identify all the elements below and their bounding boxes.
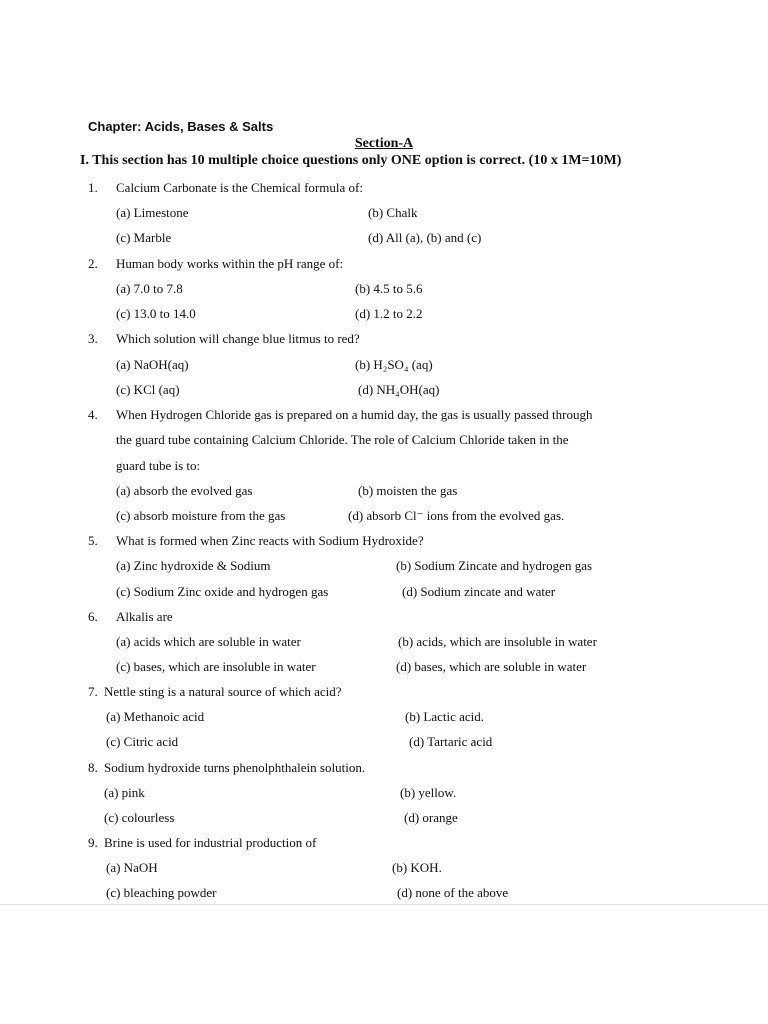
option-b: (b) H₂SO₄ (aq)	[355, 357, 433, 372]
option-c: (c) colourless	[104, 810, 175, 825]
question-text: Which solution will change blue litmus to red?	[116, 331, 360, 346]
option-a: (a) NaOH(aq)	[116, 357, 189, 372]
option-a: (a) 7.0 to 7.8	[116, 281, 183, 296]
option-c: (c) KCl (aq)	[116, 382, 180, 397]
option-c: (c) Sodium Zinc oxide and hydrogen gas	[116, 584, 329, 599]
question-text-line: guard tube is to:	[116, 458, 201, 473]
option-a: (a) acids which are soluble in water	[116, 634, 301, 649]
option-c: (c) bases, which are insoluble in water	[116, 659, 316, 674]
option-a: (a) NaOH	[106, 860, 158, 875]
question-number: 4.	[88, 407, 98, 422]
question-text: Calcium Carbonate is the Chemical formula of:	[116, 180, 363, 195]
page-divider	[0, 904, 768, 905]
option-b: (b) moisten the gas	[358, 483, 458, 498]
question-number: 5.	[88, 533, 98, 548]
question-number: 6.	[88, 609, 98, 624]
option-a: (a) pink	[104, 785, 145, 800]
question-text: Human body works within the pH range of:	[116, 256, 344, 271]
section-title: Section-A	[354, 136, 414, 151]
option-d: (d) All (a), (b) and (c)	[368, 230, 482, 245]
question-text: Nettle sting is a natural source of which acid?	[104, 684, 342, 699]
question-number: 1.	[88, 180, 98, 195]
question-text: Sodium hydroxide turns phenolphthalein solution.	[104, 760, 366, 775]
option-b: (b) yellow.	[400, 785, 457, 800]
option-d: (d) Tartaric acid	[409, 734, 493, 749]
option-a: (a) Methanoic acid	[106, 709, 205, 724]
question-number: 8.	[88, 760, 98, 775]
question-text: What is formed when Zinc reacts with Sodium Hydroxide?	[116, 533, 424, 548]
option-c: (c) absorb moisture from the gas	[116, 508, 286, 523]
option-a: (a) Zinc hydroxide & Sodium	[116, 558, 271, 573]
question-number: 9.	[88, 835, 98, 850]
option-a: (a) absorb the evolved gas	[116, 483, 253, 498]
option-d: (d) none of the above	[397, 885, 509, 900]
option-b: (b) KOH.	[392, 860, 442, 875]
option-b: (b) Chalk	[368, 205, 418, 220]
option-d: (d) NH₄OH(aq)	[358, 382, 440, 397]
option-c: (c) bleaching powder	[106, 885, 217, 900]
chapter-title: Chapter: Acids, Bases & Salts	[88, 119, 274, 134]
question-number: 2.	[88, 256, 98, 271]
option-b: (b) 4.5 to 5.6	[355, 281, 423, 296]
option-c: (c) Marble	[116, 230, 172, 245]
option-d: (d) absorb Cl⁻ ions from the evolved gas.	[348, 508, 565, 523]
option-c: (c) 13.0 to 14.0	[116, 306, 196, 321]
question-text: Alkalis are	[116, 609, 173, 624]
option-c: (c) Citric acid	[106, 734, 179, 749]
section-instruction: I. This section has 10 multiple choice questions only ONE option is correct. (10 x 1M=10M)	[80, 153, 622, 168]
question-text: Brine is used for industrial production of	[104, 835, 317, 850]
question-number: 3.	[88, 331, 98, 346]
option-d: (d) orange	[404, 810, 458, 825]
option-b: (b) Sodium Zincate and hydrogen gas	[396, 558, 593, 573]
option-b: (b) acids, which are insoluble in water	[398, 634, 597, 649]
option-d: (d) 1.2 to 2.2	[355, 306, 423, 321]
question-number: 7.	[88, 684, 98, 699]
option-b: (b) Lactic acid.	[405, 709, 485, 724]
question-text: When Hydrogen Chloride gas is prepared on a humid day, the gas is usually passed through	[116, 407, 593, 422]
option-d: (d) bases, which are soluble in water	[396, 659, 587, 674]
question-text-line: the guard tube containing Calcium Chloride. The role of Calcium Chloride taken in the	[116, 432, 569, 447]
option-d: (d) Sodium zincate and water	[402, 584, 556, 599]
option-a: (a) Limestone	[116, 205, 189, 220]
